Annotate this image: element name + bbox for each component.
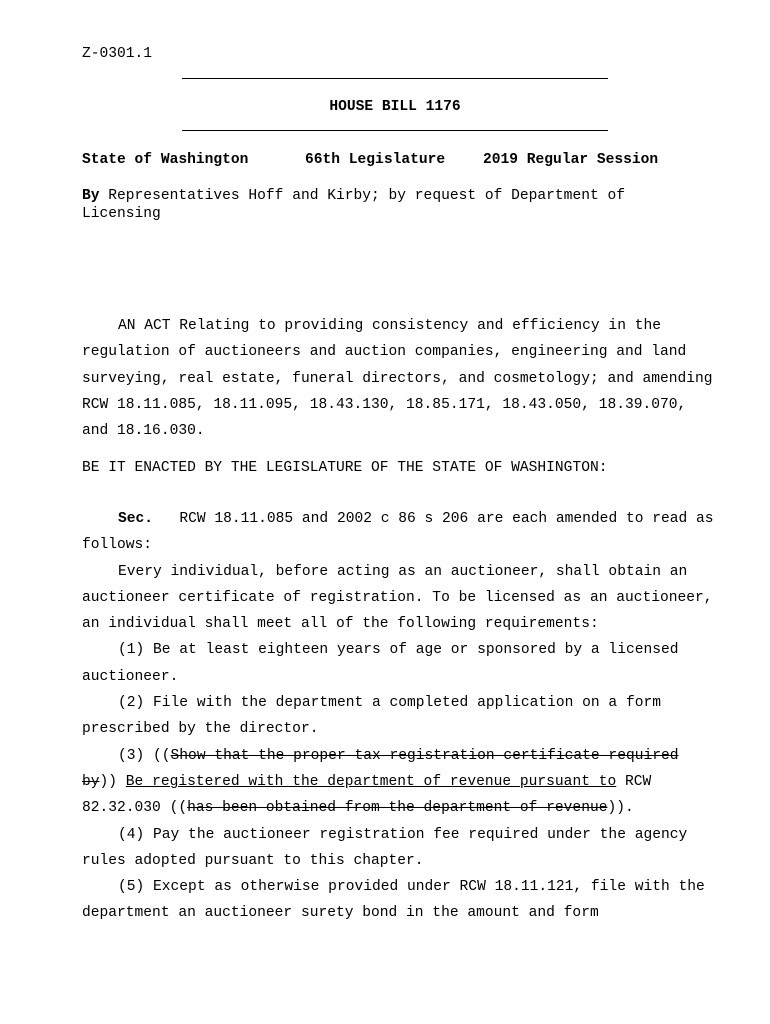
- deleted-text-2: has been obtained from the department of revenue: [187, 800, 608, 817]
- requirement-item-1-text: (1) Be at least eighteen years of age or sponsored by a licensed auctioneer.: [82, 642, 679, 685]
- header-session: 2019 Regular Session: [483, 152, 659, 168]
- act-text: AN ACT Relating to providing consistency and efficiency in the regulation of auctioneers and auction companies, engineering and land surveying, real estate, funeral directors, and cosmetology; and amending RCW 18.11.085, 18.11.095, 18.43.130, 18.85.171, 18.43.050, 18.39.070, and 18.16.030.: [82, 318, 713, 440]
- requirement-item-2-text: (2) File with the department a completed application on a form prescribed by the director.: [82, 695, 661, 738]
- header-legislature: 66th Legislature: [305, 152, 446, 168]
- requirement-item-2: [82, 690, 714, 743]
- section-1-intro-paragraph: [82, 506, 714, 559]
- section-1: [82, 506, 714, 927]
- section-label: Sec.: [118, 511, 154, 527]
- requirement-item-5: [82, 874, 714, 927]
- sponsor-by-label: By: [82, 188, 100, 204]
- item-3-mid-1: )): [99, 773, 118, 790]
- inserted-text: Be registered with the department of revenue pursuant to: [125, 773, 617, 790]
- title-rule-bottom: [182, 130, 608, 131]
- item-3-suffix: )).: [607, 800, 634, 817]
- enacting-clause: BE IT ENACTED BY THE LEGISLATURE OF THE STATE OF WASHINGTON:: [82, 460, 608, 476]
- sponsor-text: Representatives Hoff and Kirby; by request of Department of Licensing: [82, 188, 625, 222]
- section-main-text: Every individual, before acting as an auctioneer, shall obtain an auctioneer certificate of registration. To be licensed as an auctioneer, an individual shall meet all of the following requirements:: [82, 563, 713, 633]
- section-intro: RCW 18.11.085 and 2002 c 86 s 206 are each amended to read as follows:: [82, 511, 714, 554]
- title-rule-top: [182, 78, 608, 79]
- section-main-paragraph: [82, 559, 714, 638]
- bill-title: HOUSE BILL 1176: [329, 99, 461, 115]
- header-state: State of Washington: [82, 152, 249, 168]
- document-id: Z-0301.1: [82, 46, 153, 62]
- requirement-item-4: [82, 822, 714, 875]
- deleted-text-1: Show that the proper tax registration certificate required by: [82, 747, 679, 790]
- requirement-item-5-text: (5) Except as otherwise provided under RCW 18.11.121, file with the department an auctioneer surety bond in the amount and form: [82, 879, 705, 922]
- requirement-item-4-text: (4) Pay the auctioneer registration fee required under the agency rules adopted pursuant to this chapter.: [82, 826, 688, 869]
- requirement-item-1: [82, 637, 714, 690]
- requirement-item-3: [82, 743, 714, 822]
- sponsor-line: [82, 187, 702, 223]
- act-title-paragraph: [82, 313, 714, 444]
- item-3-mid-2: RCW 82.32.030 ((: [82, 773, 652, 817]
- item-3-prefix: (3) ((: [118, 747, 171, 764]
